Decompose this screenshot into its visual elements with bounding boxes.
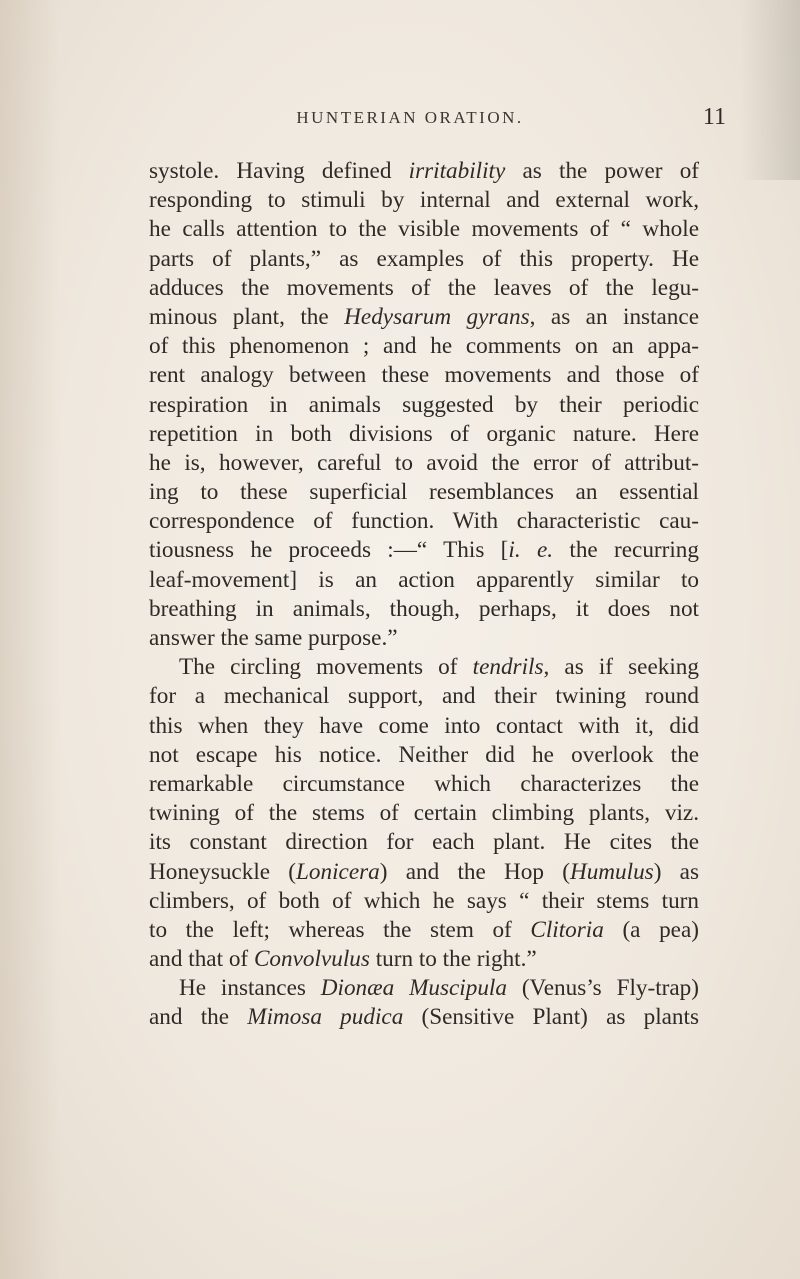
body-text xyxy=(149,157,699,1033)
text-line: and the Mimosa pudica (Sensitive Plant) as plants xyxy=(149,1004,699,1031)
text-line: Honeysuckle (Lonicera) and the Hop (Humulus) as xyxy=(149,858,699,885)
text-line: parts of plants,” as examples of this property. He xyxy=(149,245,699,272)
text-line: to the left; whereas the stem of Clitoria (a pea) xyxy=(149,916,699,943)
text-line: of this phenomenon ; and he comments on an appa- xyxy=(149,333,699,360)
text-line: repetition in both divisions of organic nature. Here xyxy=(149,420,699,447)
text-line: tiousness he proceeds :—“ This [i. e. the recurring xyxy=(149,537,699,564)
text-line: The circling movements of tendrils, as if seeking xyxy=(179,654,699,681)
text-line: respiration in animals suggested by their periodic xyxy=(149,391,699,418)
text-line: breathing in animals, though, perhaps, it does not xyxy=(149,595,699,622)
text-line: climbers, of both of which he says “ their stems turn xyxy=(149,887,699,914)
text-line: and that of Convolvulus turn to the right.” xyxy=(149,946,537,973)
text-line: rent analogy between these movements and those of xyxy=(149,362,699,389)
text-line: he is, however, careful to avoid the error of attribut- xyxy=(149,449,699,476)
gutter-shadow xyxy=(0,0,60,1279)
text-line: remarkable circumstance which characterizes the xyxy=(149,770,699,797)
text-line: answer the same purpose.” xyxy=(149,625,398,651)
text-line: minous plant, the Hedysarum gyrans, as an instance xyxy=(149,303,699,330)
running-head: HUNTERIAN ORATION. xyxy=(296,108,524,127)
text-line: he calls attention to the visible movements of “ whole xyxy=(149,216,699,243)
text-line: twining of the stems of certain climbing plants, viz. xyxy=(149,800,699,827)
text-line: adduces the movements of the leaves of the legu- xyxy=(149,274,699,301)
text-line: systole. Having defined irritability as the power of xyxy=(149,158,700,184)
text-line: ing to these superficial resemblances an essential xyxy=(149,479,699,506)
text-line: responding to stimuli by internal and external work, xyxy=(149,187,699,214)
text-line: He instances Dionæa Muscipula (Venus’s Fly-trap) xyxy=(179,975,699,1002)
text-line: for a mechanical support, and their twining round xyxy=(149,683,699,710)
text-line: correspondence of function. With characteristic cau- xyxy=(149,508,699,535)
text-line: this when they have come into contact with it, did xyxy=(149,712,699,739)
page-header xyxy=(110,104,726,134)
text-line: not escape his notice. Neither did he overlook the xyxy=(149,741,699,768)
page-number: 11 xyxy=(702,104,726,130)
text-line: its constant direction for each plant. He cites the xyxy=(149,829,699,856)
corner-shadow xyxy=(740,0,800,180)
text-line: leaf-movement] is an action apparently similar to xyxy=(149,566,699,593)
